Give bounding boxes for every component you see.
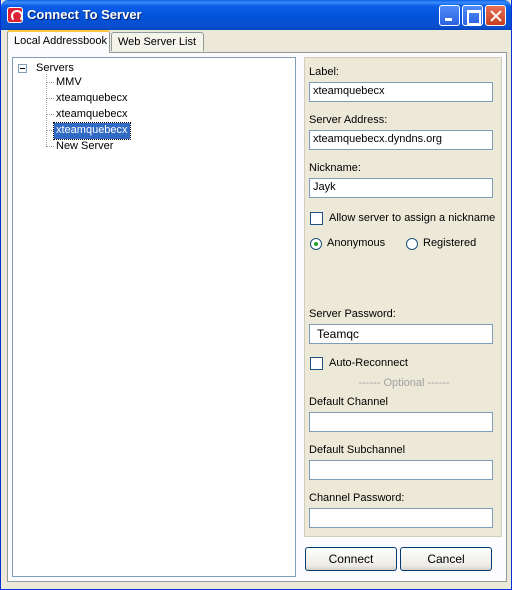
server-details-form [304,57,502,537]
tree-item-server[interactable]: xteamquebecx [56,108,128,120]
auto-reconnect-label: Auto-Reconnect [329,357,408,369]
tab-web-server-list[interactable]: Web Server List [111,32,204,51]
server-tree[interactable] [12,57,296,577]
title-bar[interactable] [1,0,511,30]
label-caption: Label: [309,66,339,78]
allow-nickname-label: Allow server to assign a nickname [329,212,496,224]
default-subchannel-input[interactable] [309,460,493,480]
tree-item-server[interactable]: MMV [56,76,82,88]
tree-item-new-server[interactable]: New Server [56,140,114,152]
default-channel-input[interactable] [309,412,493,432]
label-input[interactable]: xteamquebecx [309,82,493,102]
default-subchannel-caption: Default Subchannel [309,444,406,456]
tab-local-addressbook[interactable]: Local Addressbook [7,30,110,53]
allow-nickname-checkbox[interactable] [310,212,323,225]
nickname-input[interactable]: Jayk [309,178,493,198]
server-address-caption: Server Address: [309,114,388,126]
tree-item-server[interactable]: xteamquebecx [56,92,128,104]
anonymous-radio[interactable] [310,238,322,250]
server-address-input[interactable]: xteamquebecx.dyndns.org [309,130,493,150]
window-title: Connect To Server [27,7,142,22]
optional-separator: ------ Optional ------ [358,377,450,389]
server-password-caption: Server Password: [309,308,396,320]
server-password-input[interactable]: Teamqc [309,324,493,344]
close-button[interactable] [485,5,506,26]
tree-connector [46,114,54,115]
headset-icon [7,7,23,23]
tab-panel [7,52,507,582]
anonymous-label: Anonymous [327,237,386,249]
registered-radio[interactable] [406,238,418,250]
tree-connector [46,130,54,131]
tree-connector [46,82,54,83]
nickname-caption: Nickname: [309,162,361,174]
default-channel-caption: Default Channel [309,396,388,408]
tree-item-server-selected[interactable]: xteamquebecx [54,123,130,139]
cancel-button[interactable]: Cancel [400,547,492,571]
channel-password-caption: Channel Password: [309,492,405,504]
tree-connector [46,98,54,99]
collapse-toggle-icon[interactable] [18,64,27,73]
registered-label: Registered [423,237,477,249]
tree-root-servers[interactable]: Servers [36,62,74,74]
tree-connector [46,146,54,147]
tree-connector-vertical [46,74,47,145]
channel-password-input[interactable] [309,508,493,528]
minimize-button[interactable] [439,5,460,26]
connect-button[interactable]: Connect [305,547,397,571]
maximize-button[interactable] [462,5,483,26]
auto-reconnect-checkbox[interactable] [310,357,323,370]
